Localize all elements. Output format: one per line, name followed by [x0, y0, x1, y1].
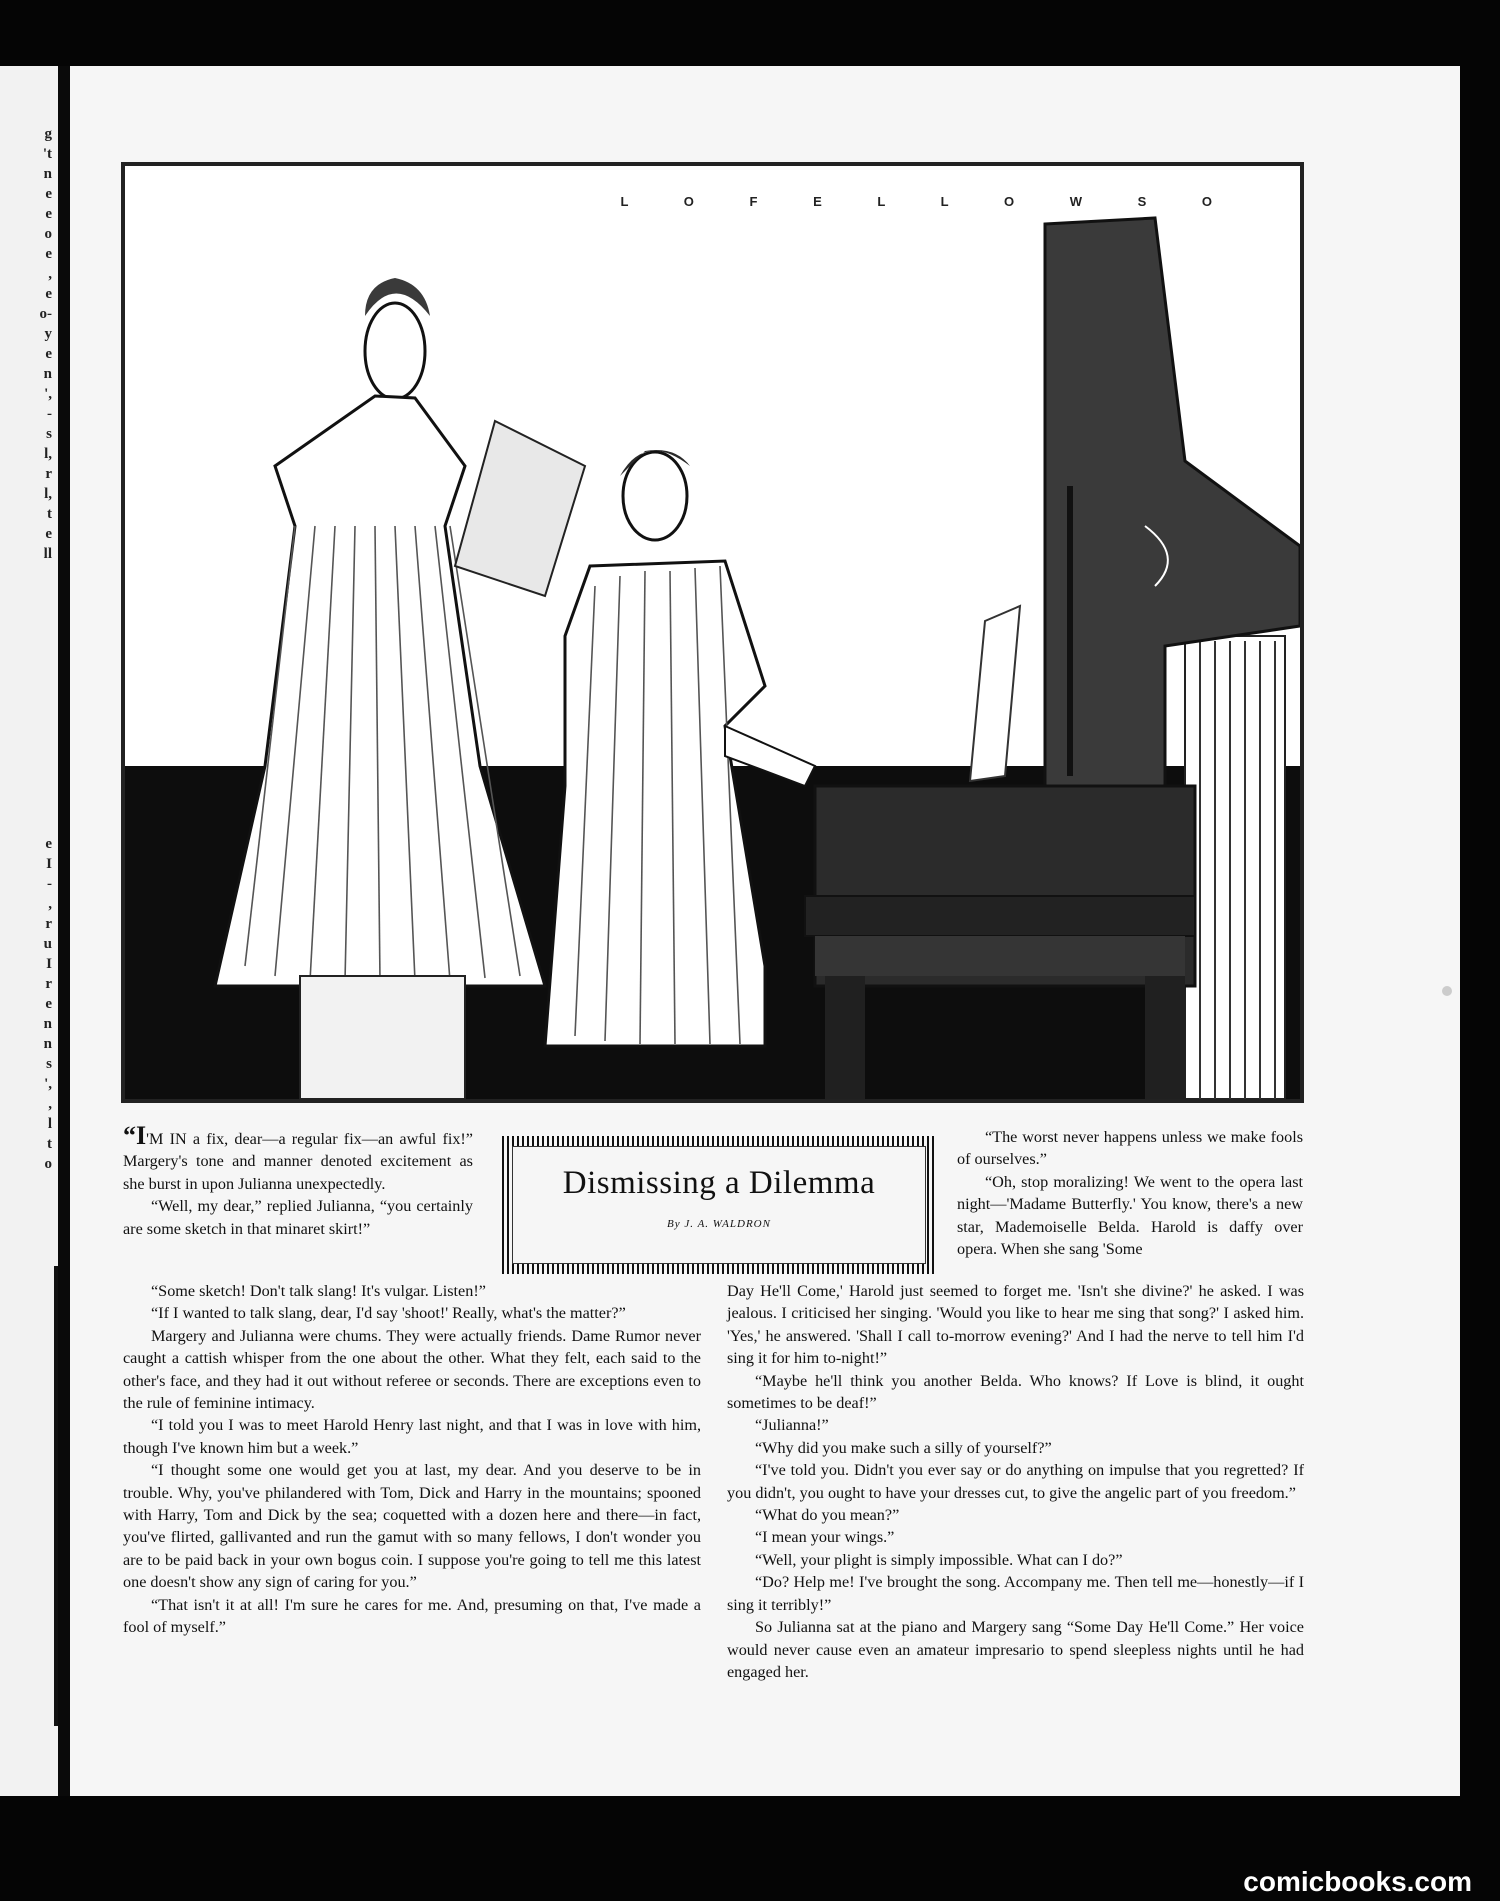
paragraph-text: “Well, my dear,” replied Julianna, “you certainly are some sketch in that minaret skirt!” [123, 1197, 473, 1238]
left-page-fragment: 't [42, 146, 52, 162]
title-inner [512, 1146, 926, 1264]
article-column-right [727, 1280, 1304, 1683]
article-paragraph [727, 1616, 1304, 1683]
article-paragraph: “Some sketch! Don't talk slang! It's vulgar. Listen!” [151, 1282, 486, 1300]
left-page-fragment: o- [39, 306, 52, 322]
article-paragraph [727, 1459, 1304, 1504]
article-paragraph [123, 1121, 473, 1195]
paragraph-text: “Julianna!” [755, 1416, 829, 1435]
paragraph-text: “I've told you. Didn't you ever say or do anything on impulse that you regretted? If you didn't, you ought to have your dresses cut, to give the angelic part of you freedom.” [727, 1461, 1304, 1502]
left-page-fragment: n [43, 1036, 52, 1052]
page-gutter [58, 66, 70, 1796]
article-paragraph [727, 1504, 1304, 1526]
illustration-drawing [125, 166, 1300, 1099]
article-paragraph: Margery and Julianna were chums. They were actually friends. Dame Rumor never caught a cattish whisper from the one about the other. What they felt, each said to the other's face, and they had it out without referee or seconds. There are exceptions even to the rule of feminine intimacy. [123, 1326, 701, 1413]
article-paragraph: “Oh, stop moralizing! We went to the opera last night—'Madame Butterfly.' You know, there's a new star, Mademoiselle Belda. Harold is daffy over opera. When she sang 'Some [957, 1172, 1303, 1259]
left-page-fragment: e [45, 286, 52, 302]
left-page-fragment: , [48, 896, 52, 912]
left-page-fragment: r [45, 916, 52, 932]
drop-cap: “I [123, 1121, 147, 1150]
left-page-fragment: I [46, 856, 52, 872]
title-box [502, 1136, 936, 1274]
left-page-fragment: o [44, 226, 52, 242]
left-page-fragment: e [45, 346, 52, 362]
article-paragraph [727, 1549, 1304, 1571]
piano-scene-illustration [121, 162, 1304, 1103]
left-page-fragment: ', [44, 386, 52, 402]
left-page-fragment: l, [44, 446, 52, 462]
paragraph-text: “Why did you make such a silly of yourself?” [755, 1438, 1052, 1457]
paragraph-text: “Do? Help me! I've brought the song. Accompany me. Then tell me—honestly—if I sing it terribly!” [727, 1573, 1304, 1614]
article-paragraph [123, 1195, 473, 1240]
magazine-page [70, 66, 1460, 1796]
artist-signature: L O F E L L O W S O [620, 194, 1238, 209]
left-page-fragment: e [45, 526, 52, 542]
paragraph-text: “Well, your plight is simply impossible. What can I do?” [755, 1550, 1123, 1569]
paragraph-text: “I mean your wings.” [755, 1528, 895, 1547]
left-page-fragment: I [46, 956, 52, 972]
article-byline: By J. A. WALDRON [667, 1218, 771, 1230]
left-page-fragment: g [44, 126, 52, 142]
left-page-fragment: e [45, 206, 52, 222]
left-page-fragment: ', [44, 1076, 52, 1092]
left-page-fragment: e [45, 996, 52, 1012]
left-page-fragment: ll [43, 546, 52, 562]
article-paragraph [727, 1437, 1304, 1459]
article-paragraph [727, 1414, 1304, 1436]
paragraph-text: “Maybe he'll think you another Belda. Who knows? If Love is blind, it ought sometimes to be deaf!” [727, 1371, 1304, 1413]
left-page-fragment: , [48, 1096, 52, 1112]
left-page-fragment: - [47, 876, 52, 892]
left-page-fragment: u [43, 936, 52, 952]
article-column-left-top [123, 1121, 473, 1240]
left-page-fragment: r [45, 466, 52, 482]
article-paragraph: “If I wanted to talk slang, dear, I'd say 'shoot!' Really, what's the matter?” [151, 1304, 626, 1323]
left-page-fragment: t [47, 506, 52, 522]
left-page-fragment: t [47, 1136, 52, 1152]
left-page-fragment: - [47, 406, 52, 422]
previous-page-edge [0, 66, 58, 1796]
article-paragraph: “The worst never happens unless we make fools of ourselves.” [957, 1128, 1303, 1169]
article-paragraph: “I told you I was to meet Harold Henry last night, and that I was in love with him, though I've known him but a week.” [123, 1416, 701, 1457]
left-page-fragment: e [45, 186, 52, 202]
paragraph-text: “What do you mean?” [755, 1506, 900, 1525]
paper-speck [1442, 986, 1452, 996]
left-page-fragment: n [43, 366, 52, 382]
left-page-fragment: l [47, 1116, 52, 1132]
article-column-left [123, 1280, 701, 1639]
article-column-right-top [957, 1126, 1303, 1260]
left-page-fragment: o [44, 1156, 52, 1172]
article-paragraph [727, 1280, 1304, 1370]
paragraph-text: Day He'll Come,' Harold just seemed to forget me. 'Isn't she divine?' he asked. I was jealous. I criticised her singing. 'Would you like to hear me sing that song?' I asked him. 'Yes,' he answered. 'Shall I call to-morrow evening?' And I had the nerve to tell him I'd sing it for him to-night!” [727, 1282, 1304, 1368]
left-page-fragment: y [44, 326, 52, 342]
article-paragraph [727, 1571, 1304, 1616]
left-page-fragment: n [43, 166, 52, 182]
article-paragraph [727, 1526, 1304, 1548]
article-title: Dismissing a Dilemma [562, 1165, 876, 1201]
article-paragraph: “That isn't it at all! I'm sure he cares for me. And, presuming on that, I've made a fool of myself.” [123, 1595, 701, 1637]
article-paragraph: “I thought some one would get you at last, my dear. And you deserve to be in trouble. Why, you've philandered with Tom, Dick and Harry in the mountains; spooned with Harry, Tom and Dick by the sea; coquetted with a dozen here and there—in fact, you've flirted, gallivanted and run the gamut with so many fellows, I don't wonder you are to be paid back in your own bogus coin. I suppose you're going to tell me this latest one doesn't show any sign of caring for you.” [123, 1461, 701, 1592]
left-page-fragment: n [43, 1016, 52, 1032]
left-page-fragment: , [48, 266, 52, 282]
paragraph-text: So Julianna sat at the piano and Margery sang “Some Day He'll Come.” Her voice would never cause even an amateur impresario to spend sleepless nights until he had engaged her. [727, 1618, 1304, 1681]
left-page-fragment: l, [44, 486, 52, 502]
left-page-fragment: s [46, 1056, 52, 1072]
left-page-fragment: e [45, 836, 52, 852]
left-page-fragment: e [45, 246, 52, 262]
left-page-fragment: r [45, 976, 52, 992]
article-paragraph [727, 1370, 1304, 1415]
left-page-fragment: s [46, 426, 52, 442]
paragraph-text: 'M IN a fix, dear—a regular fix—an awful fix!” Margery's tone and manner denoted excitement as she burst in upon Julianna unexpectedly. [123, 1130, 473, 1193]
site-watermark: comicbooks.com [1243, 1866, 1472, 1897]
